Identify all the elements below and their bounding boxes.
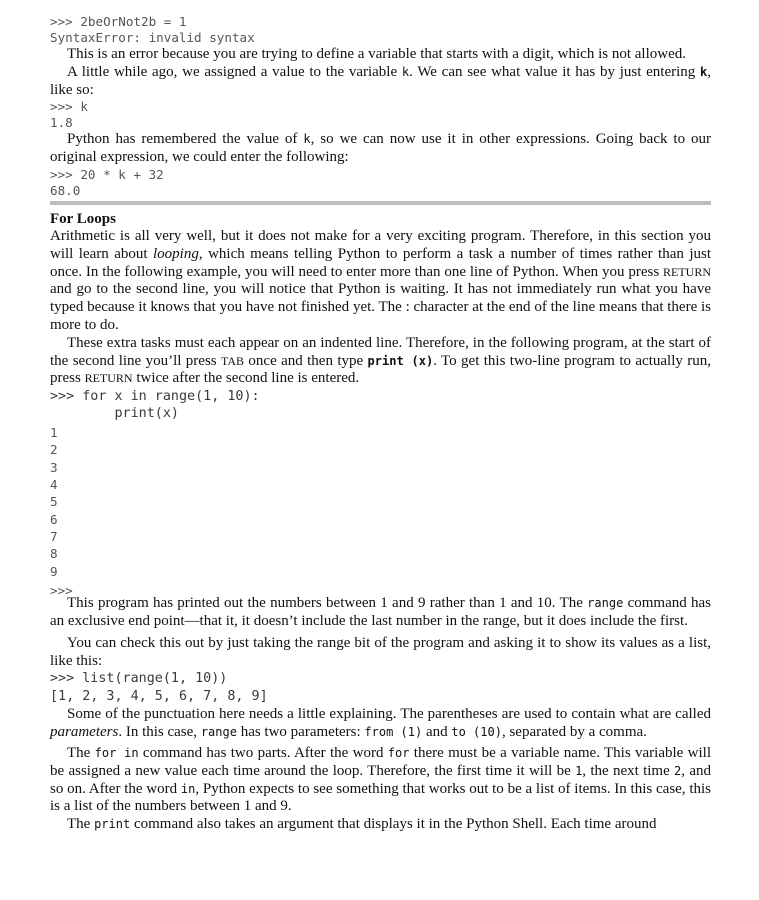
output-line: 5: [50, 494, 58, 510]
code-line: >>> 2beOrNot2b = 1: [50, 14, 187, 29]
key-name: RETURN: [663, 264, 711, 279]
output-line: 7: [50, 528, 58, 544]
code-line: print(x): [50, 406, 179, 422]
output-line: 8: [50, 546, 58, 562]
code-line: >>> 20 * k + 32: [50, 166, 164, 182]
inline-code: to (10): [451, 725, 502, 740]
paragraph: This program has printed out the numbers between 1 and 9 rather than 1 and 10. The range command has an exclusive end point—that it, it doesn’t include the last number in the range, but it does include the first.: [50, 595, 711, 629]
section-title: For Loops: [50, 210, 116, 227]
inline-code: k: [303, 132, 311, 147]
output-line: 3: [50, 459, 58, 475]
code-line: 1.8: [50, 115, 73, 131]
output-line: 6: [50, 511, 58, 527]
paragraph: Python has remembered the value of k, so we can now use it in other expressions. Going back to our original expression, we could enter the following:: [50, 131, 712, 166]
output-line: 2: [50, 442, 58, 458]
output-line: 9: [50, 563, 58, 579]
inline-code: from (1): [364, 725, 423, 740]
code-block-k: [50, 99, 711, 131]
paragraph: Some of the punctuation here needs a little explaining. The parentheses are used to contain what are called parameters. In this case, range has two parameters: from (1) and to (10), separated by a comma.: [50, 706, 711, 741]
inline-code: print: [94, 817, 131, 832]
code-line: >>> for x in range(1, 10):: [50, 389, 260, 405]
code-line: >>> list(range(1, 10)): [50, 671, 228, 687]
inline-code: for: [387, 745, 410, 760]
inline-code: range: [200, 725, 237, 740]
code-line: >>> k: [50, 99, 88, 115]
output-line: 1: [50, 425, 58, 441]
paragraph: This is an error because you are trying to define a variable that starts with a digit, which is not allowed.: [67, 46, 686, 62]
code-block-expression: [50, 167, 711, 199]
paragraph: The for in command has two parts. After the word for there must be a variable name. This variable will be assigned a new value each time around the loop. Therefore, the first time it will be 1, the next time 2, and so on. After the word in, Python expects to see something that works out to be a list of items. In this case, this is a list of the numbers between 1 and 9.: [50, 744, 711, 815]
key-name: RETURN: [84, 371, 133, 386]
code-block-syntax-error: [50, 14, 711, 46]
paragraph: These extra tasks must each appear on an indented line. Therefore, in the following program, at the start of the second line you’ll press TAB once and then type print (x). To get this two-line program to actually run, press RETURN twice after the second line is entered.: [50, 334, 711, 387]
paragraph: Arithmetic is all very well, but it does not make for a very exciting program. Therefore, in this section you will learn about looping, which means telling Python to perform a task a number of times rather than just once. In the following example, you will need to enter more than one line of Python. When you press RETURN and go to the second line, you will notice that Python is waiting. It has not immediately run what you have typed because it knows that you have not finished yet. The : character at the end of the line means that there is more to do.: [50, 227, 712, 333]
inline-code: k: [401, 64, 410, 79]
emphasis: looping: [153, 245, 199, 262]
document-page: [50, 14, 711, 834]
emphasis: parameters: [50, 724, 119, 741]
inline-code: for in: [94, 745, 139, 760]
inline-code: range: [587, 596, 624, 611]
inline-code: 1: [575, 763, 583, 778]
inline-code: 2: [674, 763, 682, 778]
loop-output: [50, 424, 711, 599]
inline-code: k: [700, 64, 708, 79]
shell-prompt: >>>: [50, 582, 73, 598]
code-block-loop: [50, 388, 711, 422]
code-line: 68.0: [50, 182, 81, 198]
inline-code: print (x): [367, 353, 434, 368]
output-line: 4: [50, 477, 58, 493]
paragraph: You can check this out by just taking the range bit of the program and asking it to show its values as a list, like this:: [50, 634, 711, 669]
code-line: SyntaxError: invalid syntax: [50, 30, 255, 45]
inline-code: in: [180, 781, 196, 796]
paragraph: A little while ago, we assigned a value to the variable k. We can see what value it has by just entering k, like so:: [50, 63, 711, 98]
paragraph: The print command also takes an argument that displays it in the Python Shell. Each time around: [67, 816, 657, 833]
code-line: [1, 2, 3, 4, 5, 6, 7, 8, 9]: [50, 689, 268, 705]
section-divider: [50, 201, 711, 205]
code-block-list: [50, 670, 711, 706]
key-name: TAB: [221, 353, 245, 368]
